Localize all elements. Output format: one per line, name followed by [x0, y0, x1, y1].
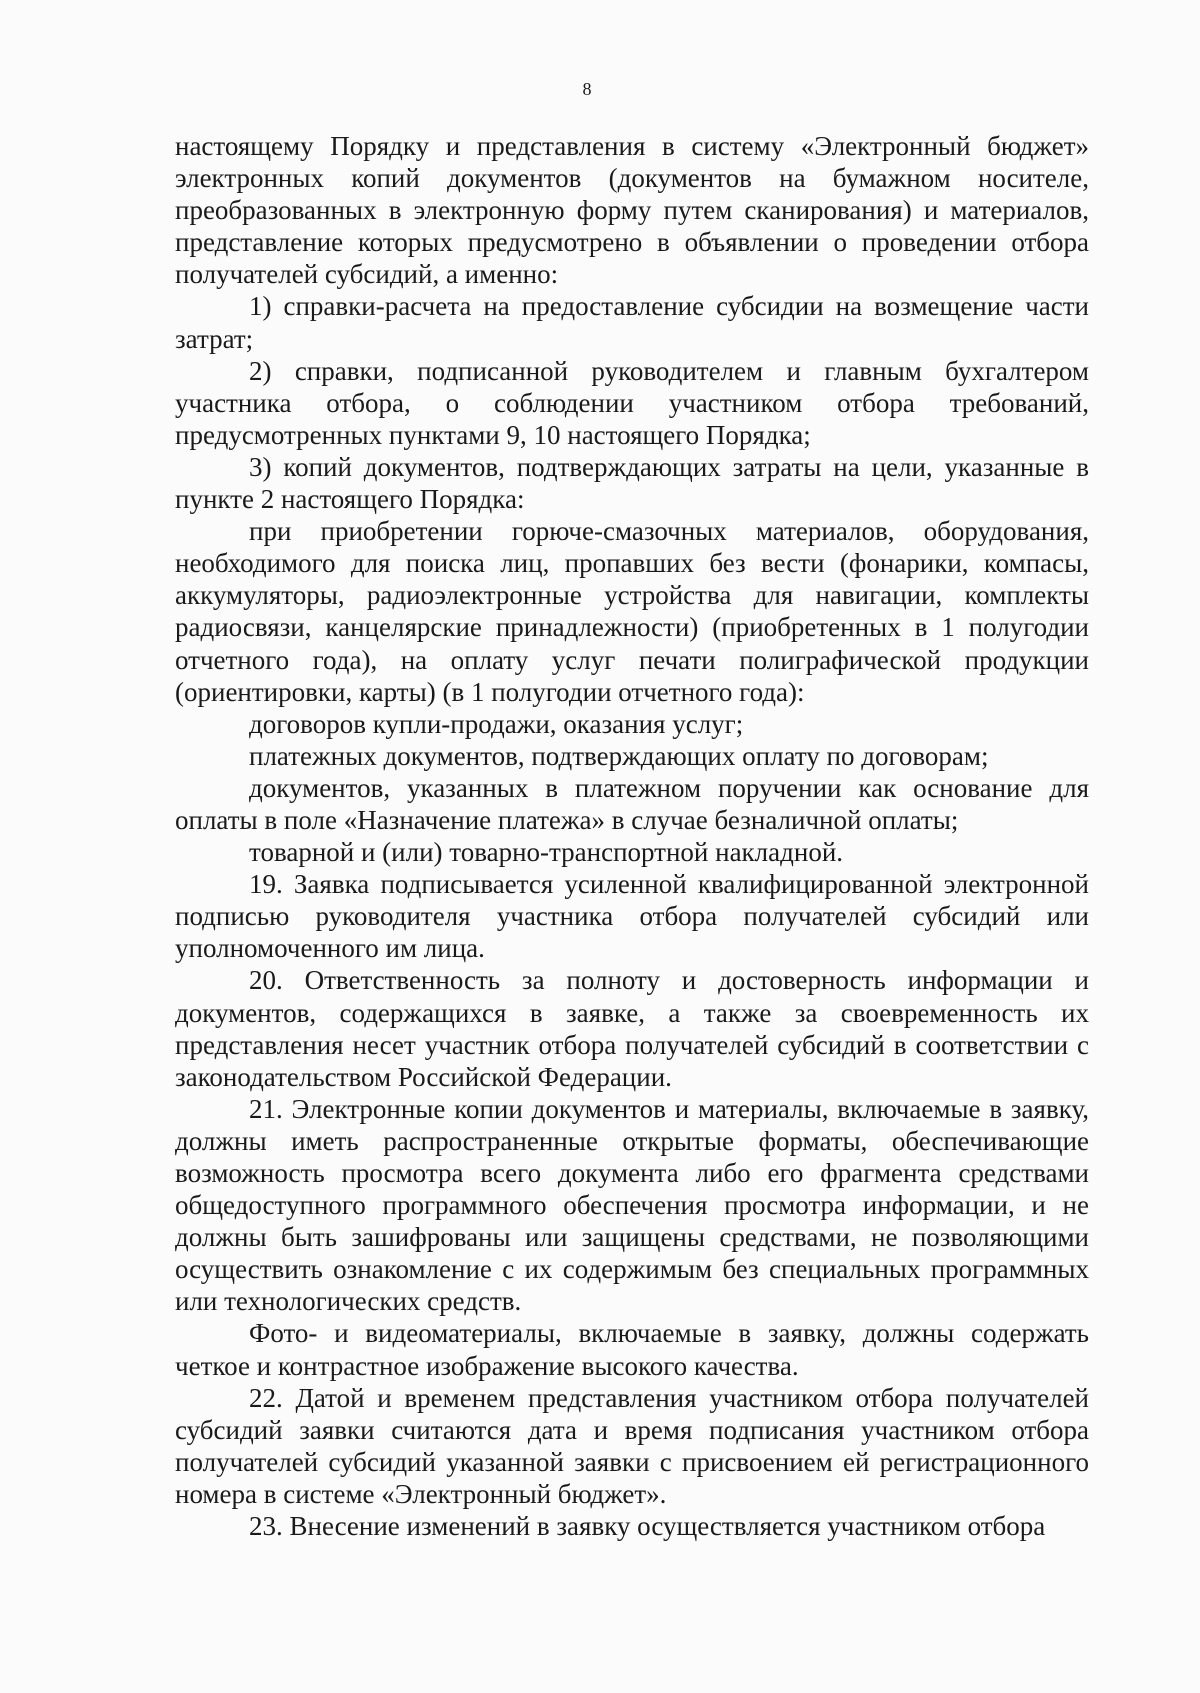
page-number: 8: [582, 79, 592, 99]
paragraph-photo-video: Фото- и видеоматериалы, включаемые в заявку, должны содержать четкое и контрастное изображение высокого качества.: [175, 1318, 1089, 1381]
clause-21: 21. Электронные копии документов и материалы, включаемые в заявку, должны иметь распространенные открытые форматы, обеспечивающие возможность просмотра всего документа либо его фрагмента средствами общедоступного программного обеспечения просмотра информации, и не должны быть зашифрованы или защищены средствами, не позволяющими осуществить ознакомление с их содержимым без специальных программных или технологических средств.: [175, 1093, 1089, 1317]
clause-20: 20. Ответственность за полноту и достоверность информации и документов, содержащихся в заявке, а также за своевременность их представления несет участник отбора получателей субсидий в соответствии с законодательством Российской Федерации.: [175, 965, 1089, 1092]
document-body: [175, 130, 1089, 1542]
list-item-1: 1) справки-расчета на предоставление субсидии на возмещение части затрат;: [175, 291, 1089, 354]
paragraph-continuation: настоящему Порядку и представления в систему «Электронный бюджет» электронных копий документов (документов на бумажном носителе, преобразованных в электронную форму путем сканирования) и материалов, представление которых предусмотрено в объявлении о проведении отбора получателей субсидий, а именно:: [175, 131, 1089, 290]
clause-22: 22. Датой и временем представления участником отбора получателей субсидий заявки считаются дата и время подписания участником отбора получателей субсидий указанной заявки с присвоением ей регистрационного номера в системе «Электронный бюджет».: [175, 1382, 1089, 1509]
paragraph-payment-documents: платежных документов, подтверждающих оплату по договорам;: [249, 740, 989, 771]
paragraph-purchases: при приобретении горюче-смазочных материалов, оборудования, необходимого для поиска лиц, пропавших без вести (фонарики, компасы, аккумуляторы, радиоэлектронные устройства для навигации, комплекты радиосвязи, канцелярские принадлежности) (приобретенных в 1 полугодии отчетного года), на оплату услуг печати полиграфической продукции (ориентировки, карты) (в 1 полугодии отчетного года):: [175, 516, 1089, 707]
paragraph-waybill: товарной и (или) товарно-транспортной накладной.: [249, 837, 844, 868]
clause-23: 23. Внесение изменений в заявку осуществляется участником отбора: [249, 1511, 1046, 1542]
list-item-2: 2) справки, подписанной руководителем и главным бухгалтером участника отбора, о соблюдении участником отбора требований, предусмотренных пунктами 9, 10 настоящего Порядка;: [175, 355, 1089, 450]
clause-19: 19. Заявка подписывается усиленной квалифицированной электронной подписью руководителя участника отбора получателей субсидий или уполномоченного им лица.: [175, 869, 1089, 964]
paragraph-payment-order: документов, указанных в платежном поручении как основание для оплаты в поле «Назначение платежа» в случае безналичной оплаты;: [175, 772, 1089, 835]
paragraph-contracts: договоров купли-продажи, оказания услуг;: [249, 708, 744, 739]
list-item-3: 3) копий документов, подтверждающих затраты на цели, указанные в пункте 2 настоящего Порядка:: [175, 451, 1089, 515]
